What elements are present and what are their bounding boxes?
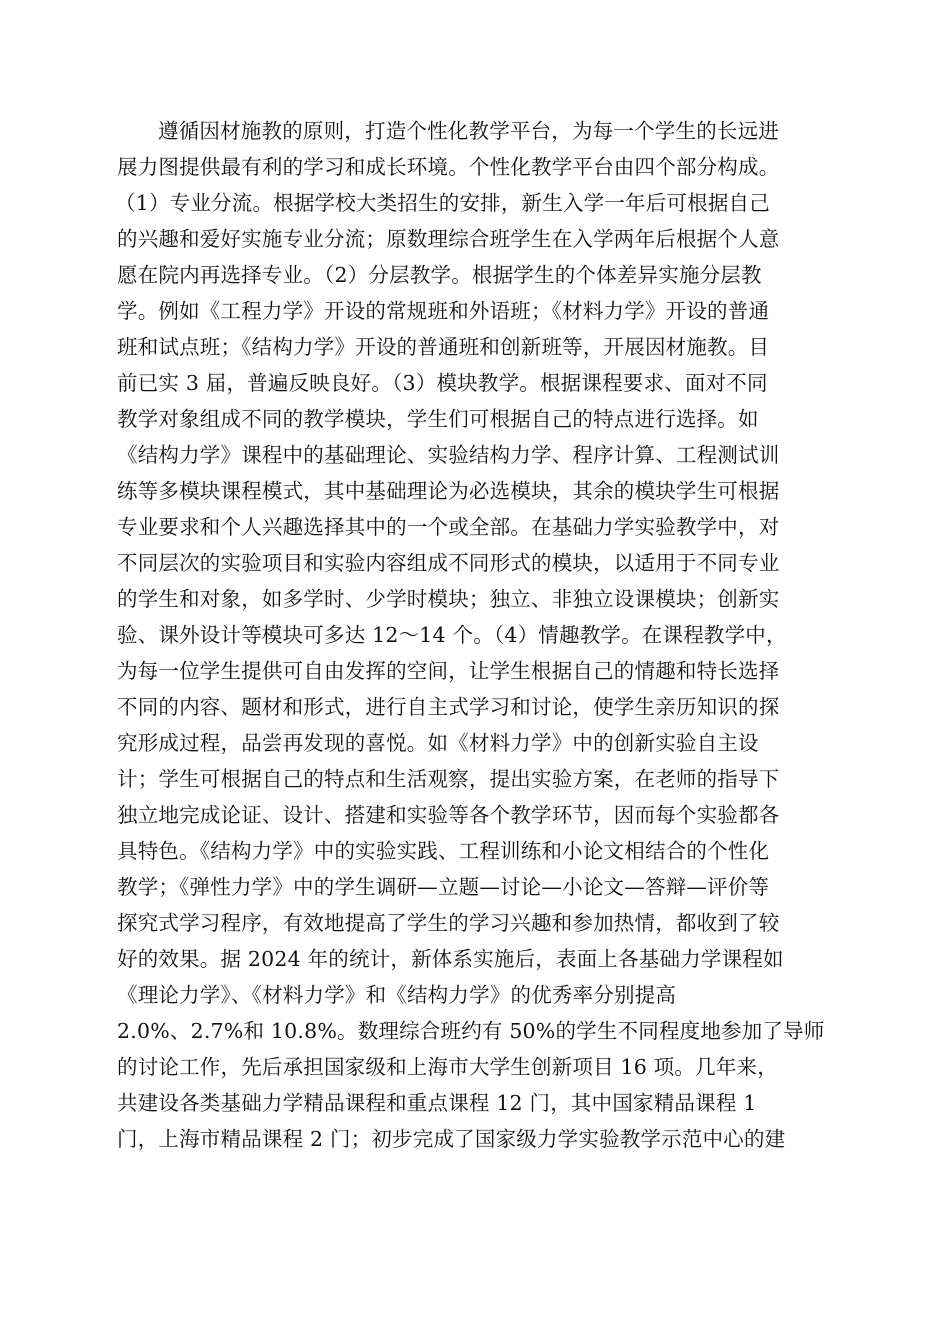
text-line: 独立地完成论证、设计、搭建和实验等各个教学环节，因而每个实验都各 xyxy=(117,803,780,827)
text-line: 2.0%、2.7%和 10.8%。数理综合班约有 50%的学生不同程度地参加了导师 xyxy=(117,1019,825,1043)
text-line: 具特色。《结构力学》中的实验实践、工程训练和小论文相结合的个性化 xyxy=(117,839,770,863)
text-line: 遵循因材施教的原则，打造个性化教学平台，为每一个学生的长远进 xyxy=(158,119,779,143)
text-line: 共建设各类基础力学精品课程和重点课程 12 门，其中国家精品课程 1 xyxy=(117,1091,757,1115)
text-line: 究形成过程，品尝再发现的喜悦。如《材料力学》中的创新实验自主设 xyxy=(117,731,759,755)
text-line: 好的效果。据 2024 年的统计，新体系实施后，表面上各基础力学课程如 xyxy=(117,947,784,971)
text-line: 计；学生可根据自己的特点和生活观察，提出实验方案，在老师的指导下 xyxy=(117,767,780,791)
text-line: 不同的内容、题材和形式，进行自主式学习和讨论，使学生亲历知识的探 xyxy=(117,695,780,719)
text-line: 专业要求和个人兴趣选择其中的一个或全部。在基础力学实验教学中，对 xyxy=(117,515,780,539)
text-line: 练等多模块课程模式，其中基础理论为必选模块，其余的模块学生可根据 xyxy=(117,479,780,503)
text-line: 教学；《弹性力学》中的学生调研—立题—讨论—小论文—答辩—评价等 xyxy=(117,875,770,899)
text-line: （1）专业分流。根据学校大类招生的安排，新生入学一年后可根据自己 xyxy=(115,191,770,215)
text-line: 展力图提供最有利的学习和成长环境。个性化教学平台由四个部分构成。 xyxy=(117,155,780,179)
text-line: 的兴趣和爱好实施专业分流；原数理综合班学生在入学两年后根据个人意 xyxy=(117,227,780,251)
text-line: 愿在院内再选择专业。（2）分层教学。根据学生的个体差异实施分层教 xyxy=(117,263,762,287)
text-line: 教学对象组成不同的教学模块，学生们可根据自己的特点进行选择。如 xyxy=(117,407,759,431)
text-line: 《结构力学》课程中的基础理论、实验结构力学、程序计算、工程测试训 xyxy=(117,443,780,467)
text-line: 《理论力学》、《材料力学》和《结构力学》的优秀率分别提高 xyxy=(117,983,677,1007)
text-line: 的讨论工作，先后承担国家级和上海市大学生创新项目 16 项。几年来， xyxy=(117,1055,778,1079)
text-line: 门，上海市精品课程 2 门；初步完成了国家级力学实验教学示范中心的建 xyxy=(117,1127,786,1151)
text-line: 前已实 3 届，普遍反映良好。（3）模块教学。根据课程要求、面对不同 xyxy=(117,371,768,395)
text-line: 不同层次的实验项目和实验内容组成不同形式的模块，以适用于不同专业 xyxy=(117,551,780,575)
text-line: 班和试点班；《结构力学》开设的普通班和创新班等，开展因材施教。目 xyxy=(117,335,770,359)
text-line: 探究式学习程序，有效地提高了学生的学习兴趣和参加热情，都收到了较 xyxy=(117,911,780,935)
text-line: 为每一位学生提供可自由发挥的空间，让学生根据自己的情趣和特长选择 xyxy=(117,659,780,683)
text-line: 的学生和对象，如多学时、少学时模块；独立、非独立设课模块；创新实 xyxy=(117,587,780,611)
text-line: 学。例如《工程力学》开设的常规班和外语班；《材料力学》开设的普通 xyxy=(117,299,770,323)
text-line: 验、课外设计等模块可多达 12～14 个。（4）情趣教学。在课程教学中， xyxy=(117,623,787,647)
